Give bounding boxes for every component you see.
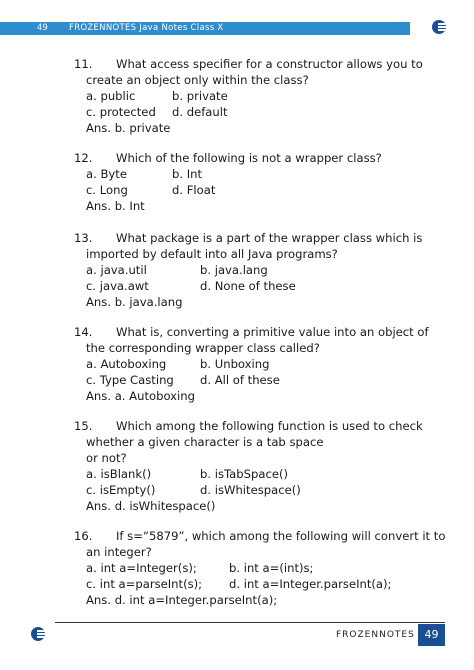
option-b: b. java.lang bbox=[200, 263, 268, 277]
answer-text: Ans. b. Int bbox=[86, 199, 145, 213]
option-d: d. default bbox=[172, 105, 228, 119]
question-stem-line: whether a given character is a tab space bbox=[86, 435, 324, 449]
option-b: b. Int bbox=[172, 167, 203, 181]
question-stem-line: an integer? bbox=[86, 545, 152, 559]
option-b: b. int a=(int)s; bbox=[229, 561, 314, 575]
option-a: a. int a=Integer(s); bbox=[86, 561, 197, 575]
question-item bbox=[74, 418, 423, 514]
option-d: d. Float bbox=[172, 183, 216, 197]
option-b: b. private bbox=[172, 89, 228, 103]
option-a: a. java.util bbox=[86, 263, 147, 277]
footer-brand: FROZENNOTES bbox=[336, 630, 415, 640]
question-stem-line: create an object only within the class? bbox=[86, 73, 309, 87]
question-number: 14. bbox=[74, 325, 93, 339]
option-c: c. Type Casting bbox=[86, 373, 174, 387]
option-c: c. isEmpty() bbox=[86, 483, 156, 497]
option-a: a. public bbox=[86, 89, 136, 103]
header-bar bbox=[0, 22, 410, 35]
question-item bbox=[74, 230, 423, 310]
question-stem-line: Which among the following function is used to check bbox=[116, 419, 423, 433]
option-b: b. isTabSpace() bbox=[200, 467, 288, 481]
footer-divider bbox=[55, 622, 445, 623]
answer-text: Ans. b. private bbox=[86, 121, 171, 135]
answer-text: Ans. d. int a=Integer.parseInt(a); bbox=[86, 593, 278, 607]
question-item bbox=[74, 56, 423, 136]
option-d: d. None of these bbox=[200, 279, 296, 293]
option-c: c. protected bbox=[86, 105, 156, 119]
question-stem-line: What is, converting a primitive value into an object of bbox=[116, 325, 429, 339]
footer-page-number: 49 bbox=[418, 624, 445, 646]
option-d: d. All of these bbox=[200, 373, 280, 387]
brand-logo-icon bbox=[31, 627, 45, 641]
answer-text: Ans. b. java.lang bbox=[86, 295, 183, 309]
option-b: b. Unboxing bbox=[200, 357, 270, 371]
option-c: c. Long bbox=[86, 183, 128, 197]
question-stem-line: What access specifier for a constructor allows you to bbox=[116, 57, 423, 71]
option-c: c. int a=parseInt(s); bbox=[86, 577, 203, 591]
question-number: 15. bbox=[74, 419, 93, 433]
brand-logo-icon bbox=[432, 20, 446, 34]
header-page-number: 49 bbox=[37, 23, 48, 33]
question-number: 16. bbox=[74, 529, 93, 543]
option-a: a. Autoboxing bbox=[86, 357, 167, 371]
question-stem-line: the corresponding wrapper class called? bbox=[86, 341, 320, 355]
question-stem-line: If s=“5879”, which among the following will convert it to bbox=[116, 529, 446, 543]
question-stem-line: imported by default into all Java programs? bbox=[86, 247, 338, 261]
question-item bbox=[74, 324, 429, 404]
question-number: 12. bbox=[74, 151, 93, 165]
answer-text: Ans. d. isWhitespace() bbox=[86, 499, 216, 513]
question-item bbox=[74, 528, 446, 608]
option-d: d. int a=Integer.parseInt(a); bbox=[229, 577, 392, 591]
question-number: 13. bbox=[74, 231, 93, 245]
question-stem-line: or not? bbox=[86, 451, 127, 465]
option-c: c. java.awt bbox=[86, 279, 149, 293]
option-a: a. Byte bbox=[86, 167, 127, 181]
answer-text: Ans. a. Autoboxing bbox=[86, 389, 195, 403]
question-number: 11. bbox=[74, 57, 93, 71]
option-d: d. isWhitespace() bbox=[200, 483, 301, 497]
option-a: a. isBlank() bbox=[86, 467, 152, 481]
header-title: FROZENNOTES Java Notes Class X bbox=[69, 23, 224, 33]
question-item bbox=[74, 150, 414, 214]
question-stem-line: What package is a part of the wrapper class which is bbox=[116, 231, 423, 245]
question-stem-line: Which of the following is not a wrapper class? bbox=[116, 151, 382, 165]
